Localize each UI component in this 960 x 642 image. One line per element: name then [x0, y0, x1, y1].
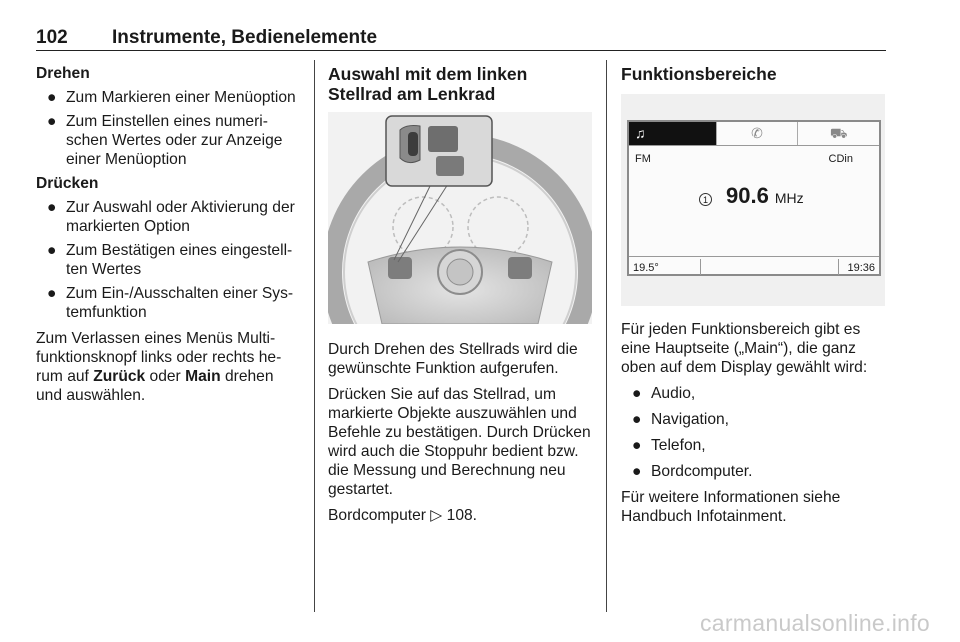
- source-label: FM: [635, 153, 651, 165]
- cross-reference: Bordcomputer ▷ 108.: [328, 507, 477, 524]
- column-divider: [606, 60, 607, 612]
- display-status-bar: [629, 256, 879, 274]
- label-turn: Drehen: [36, 65, 90, 82]
- bullet-icon: ●: [47, 113, 57, 130]
- source-label: CDin: [828, 153, 853, 165]
- bullet-icon: ●: [47, 199, 57, 216]
- bullet-icon: ●: [632, 463, 642, 480]
- page-number: 102: [36, 27, 68, 48]
- phone-icon: ✆: [717, 122, 799, 145]
- bullet-icon: ●: [632, 437, 642, 454]
- list-item: ● Zum Bestätigen eines eingestellten Wertes: [47, 242, 293, 278]
- list-item: ● Navigation,: [632, 411, 730, 428]
- infotainment-display-image: [621, 94, 885, 306]
- column-left: [36, 64, 300, 405]
- bullet-icon: ●: [632, 385, 642, 402]
- list-item: ● Telefon,: [632, 437, 706, 454]
- section-heading: Auswahl mit dem linken Stellrad am Lenkrad: [328, 64, 528, 104]
- music-note-icon: ♫: [629, 122, 717, 145]
- temperature-readout: 19.5°: [633, 259, 701, 275]
- clock-readout: 19:36: [838, 259, 875, 275]
- bullet-icon: ●: [632, 411, 642, 428]
- list-item: ● Zum Einstellen eines numerischen Wertes oder zur Anzeige einer Menüoption: [47, 113, 283, 168]
- column-right: [621, 64, 887, 526]
- column-middle: [328, 64, 592, 525]
- list-item: ● Audio,: [632, 385, 696, 402]
- list-item: ● Bordcomputer.: [632, 463, 753, 480]
- steering-wheel-image: [328, 112, 592, 324]
- frequency-unit: MHz: [774, 190, 804, 206]
- paragraph: Durch Drehen des Stellrads wird die gewünschte Funktion aufgerufen.: [328, 341, 578, 377]
- display-screen: [627, 120, 881, 276]
- paragraph: Für weitere Informationen siehe Handbuch Infotainment.: [621, 489, 841, 525]
- page-header: [36, 27, 886, 51]
- bullet-icon: ●: [47, 242, 57, 259]
- back-keyword: Zurück: [93, 368, 146, 385]
- bullet-icon: ●: [47, 89, 57, 106]
- section-title: Instrumente, Bedienelemente: [112, 27, 378, 48]
- paragraph: Drücken Sie auf das Stellrad, um markierte Objekte auszuwählen und Befehle zu bestätigen. Durch Drücken wird auch die Stoppuhr bedient bzw. die Messung und Berechnung neu gestartet.: [328, 386, 591, 498]
- press-list: [36, 198, 300, 322]
- watermark: carmanualsonline.info: [699, 610, 930, 636]
- preset-number: 1: [699, 193, 712, 206]
- list-item: ● Zur Auswahl oder Aktivierung der markierten Option: [47, 199, 295, 235]
- list-item: ● Zum Markieren einer Menüoption: [47, 89, 296, 106]
- bullet-icon: ●: [47, 285, 57, 302]
- function-list: [621, 384, 887, 481]
- frequency-value: 90.6: [726, 183, 769, 208]
- page-ref-icon: ▷: [430, 507, 443, 524]
- display-tabs: [629, 122, 879, 146]
- turn-list: [36, 88, 300, 169]
- list-item: ● Zum Ein-/Ausschalten einer Systemfunktion: [47, 285, 294, 321]
- steering-wheel-icon: [328, 112, 592, 324]
- section-heading: Funktionsbereiche: [621, 64, 777, 84]
- frequency-readout: [699, 183, 804, 208]
- main-keyword: Main: [185, 368, 221, 385]
- paragraph: Für jeden Funktionsbereich gibt es eine Hauptseite („Main“), die ganz oben auf dem Display gewählt wird:: [621, 321, 868, 376]
- column-divider: [314, 60, 315, 612]
- car-icon: ⛟: [829, 125, 848, 141]
- exit-paragraph: Zum Verlassen eines Menüs Multifunktionsknopf links oder rechts herum auf Zurück oder Main drehen und auswählen.: [36, 330, 282, 404]
- label-press: Drücken: [36, 175, 99, 192]
